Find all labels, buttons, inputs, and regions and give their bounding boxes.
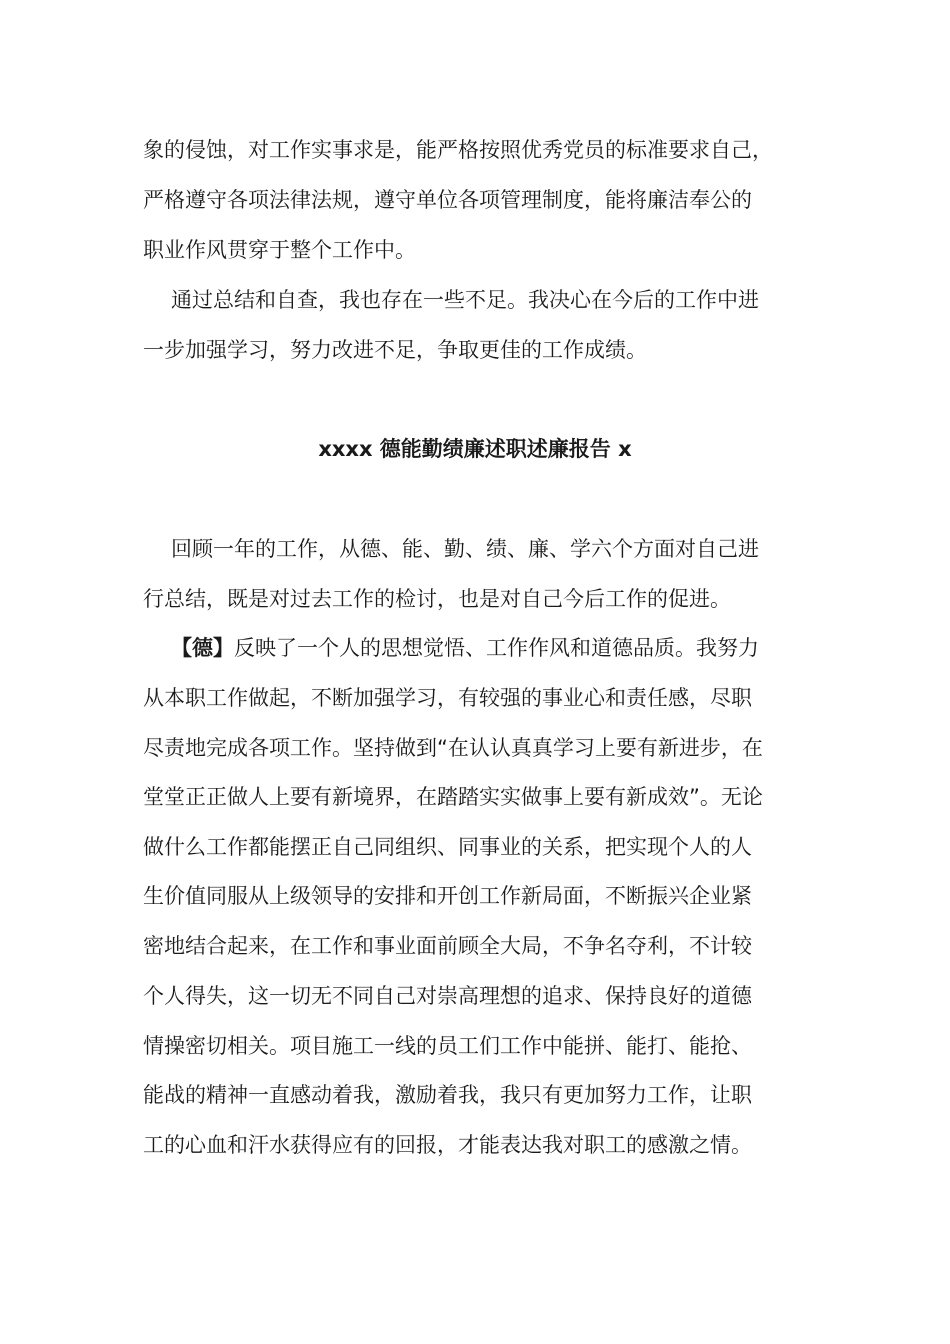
paragraph-line: 做什么工作都能摆正自己同组织、同事业的关系，把实现个人的人 bbox=[143, 835, 752, 859]
paragraph-line: 严格遵守各项法律法规，遵守单位各项管理制度，能将廉洁奉公的 bbox=[143, 188, 752, 212]
paragraph-line: 象的侵蚀，对工作实事求是，能严格按照优秀党员的标准要求自己， bbox=[143, 138, 773, 162]
paragraph-text: 反映了一个人的思想觉悟、工作作风和道德品质。我努力 bbox=[234, 636, 759, 660]
paragraph-line: 能战的精神一直感动着我，激励着我，我只有更加努力工作，让职 bbox=[143, 1083, 752, 1107]
paragraph-line: 从本职工作做起，不断加强学习，有较强的事业心和责任感，尽职 bbox=[143, 686, 752, 710]
paragraph-line: 一步加强学习，努力改进不足，争取更佳的工作成绩。 bbox=[143, 338, 647, 362]
paragraph-line: 密地结合起来，在工作和事业面前顾全大局，不争名夺利，不计较 bbox=[143, 934, 752, 958]
paragraph-line: 个人得失，这一切无不同自己对崇高理想的追求、保持良好的道德 bbox=[143, 984, 752, 1008]
paragraph-line: 工的心血和汗水获得应有的回报，才能表达我对职工的感激之情。 bbox=[143, 1133, 752, 1157]
paragraph-line: 行总结，既是对过去工作的检讨，也是对自己今后工作的促进。 bbox=[143, 587, 731, 611]
paragraph-line: 堂堂正正做人上要有新境界，在踏踏实实做事上要有新成效”。无论 bbox=[143, 785, 763, 809]
paragraph-line: 通过总结和自查，我也存在一些不足。我决心在今后的工作中进 bbox=[171, 288, 759, 312]
de-section-label: 【德】 bbox=[171, 636, 234, 660]
report-title: xxxx 德能勤绩廉述职述廉报告 x bbox=[318, 437, 632, 461]
paragraph-line: 生价值同服从上级领导的安排和开创工作新局面，不断振兴企业紧 bbox=[143, 884, 752, 908]
paragraph-line: 职业作风贯穿于整个工作中。 bbox=[143, 238, 416, 262]
paragraph-line: 回顾一年的工作，从德、能、勤、绩、廉、学六个方面对自己进 bbox=[171, 537, 759, 561]
paragraph-line bbox=[171, 633, 759, 663]
paragraph-line: 尽责地完成各项工作。坚持做到“在认认真真学习上要有新进步，在 bbox=[143, 736, 763, 760]
paragraph-line: 情操密切相关。项目施工一线的员工们工作中能拼、能打、能抢、 bbox=[143, 1034, 752, 1058]
